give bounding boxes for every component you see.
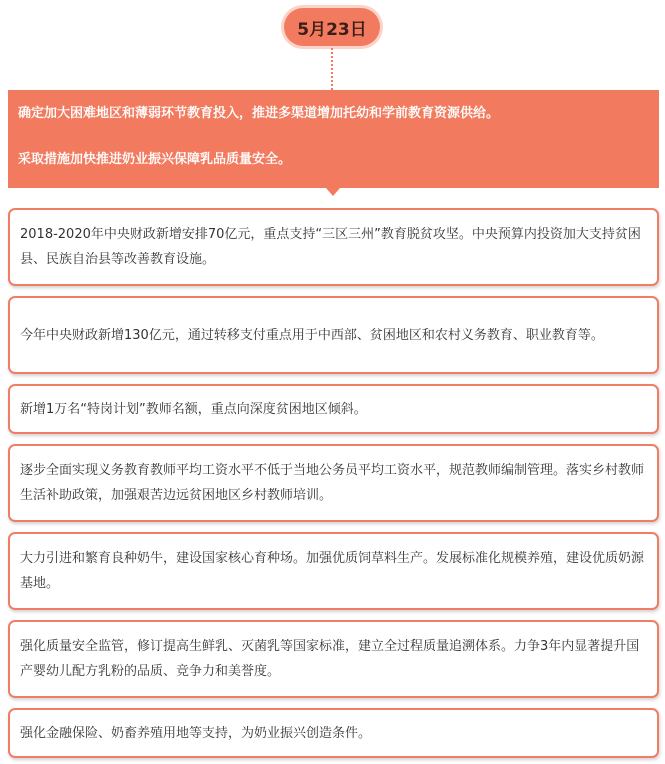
measure-text: 强化金融保险、奶畜养殖用地等支持，为奶业振兴创造条件。 — [20, 725, 372, 741]
measure-card-3 — [8, 384, 659, 434]
timeline-connector — [331, 48, 333, 90]
summary-banner — [8, 90, 659, 188]
measure-card-7 — [8, 708, 659, 758]
banner-pointer — [326, 188, 340, 196]
date-badge: 5月23日 — [284, 8, 380, 46]
measure-card-5 — [8, 532, 659, 610]
banner-line-2: 采取措施加快推进奶业振兴保障乳品质量安全。 — [18, 152, 292, 167]
measure-text: 今年中央财政新增130亿元，通过转移支付重点用于中西部、贫困地区和农村义务教育、职业教育等。 — [20, 327, 604, 343]
measure-text: 大力引进和繁育良种奶牛，建设国家核心育种场。加强优质饲草料生产。发展标准化规模养殖，建设优质奶源基地。 — [20, 551, 645, 591]
measure-card-1 — [8, 208, 659, 286]
banner-line-1: 确定加大困难地区和薄弱环节教育投入，推进多渠道增加托幼和学前教育资源供给。 — [18, 106, 500, 121]
measure-card-2 — [8, 296, 659, 374]
measure-card-4 — [8, 444, 659, 522]
measure-text: 新增1万名“特岗计划”教师名额，重点向深度贫困地区倾斜。 — [20, 401, 367, 417]
measure-text: 强化质量安全监管，修订提高生鲜乳、灭菌乳等国家标准，建立全过程质量追溯体系。力争3年内显著提升国产婴幼儿配方乳粉的品质、竞争力和美誉度。 — [20, 639, 640, 679]
measure-text: 2018-2020年中央财政新增安排70亿元，重点支持“三区三州”教育脱贫攻坚。中央预算内投资加大支持贫困县、民族自治县等改善教育设施。 — [20, 227, 641, 267]
measure-card-6 — [8, 620, 659, 698]
measure-text: 逐步全面实现义务教育教师平均工资水平不低于当地公务员平均工资水平，规范教师编制管理。落实乡村教师生活补助政策，加强艰苦边远贫困地区乡村教师培训。 — [20, 463, 645, 503]
